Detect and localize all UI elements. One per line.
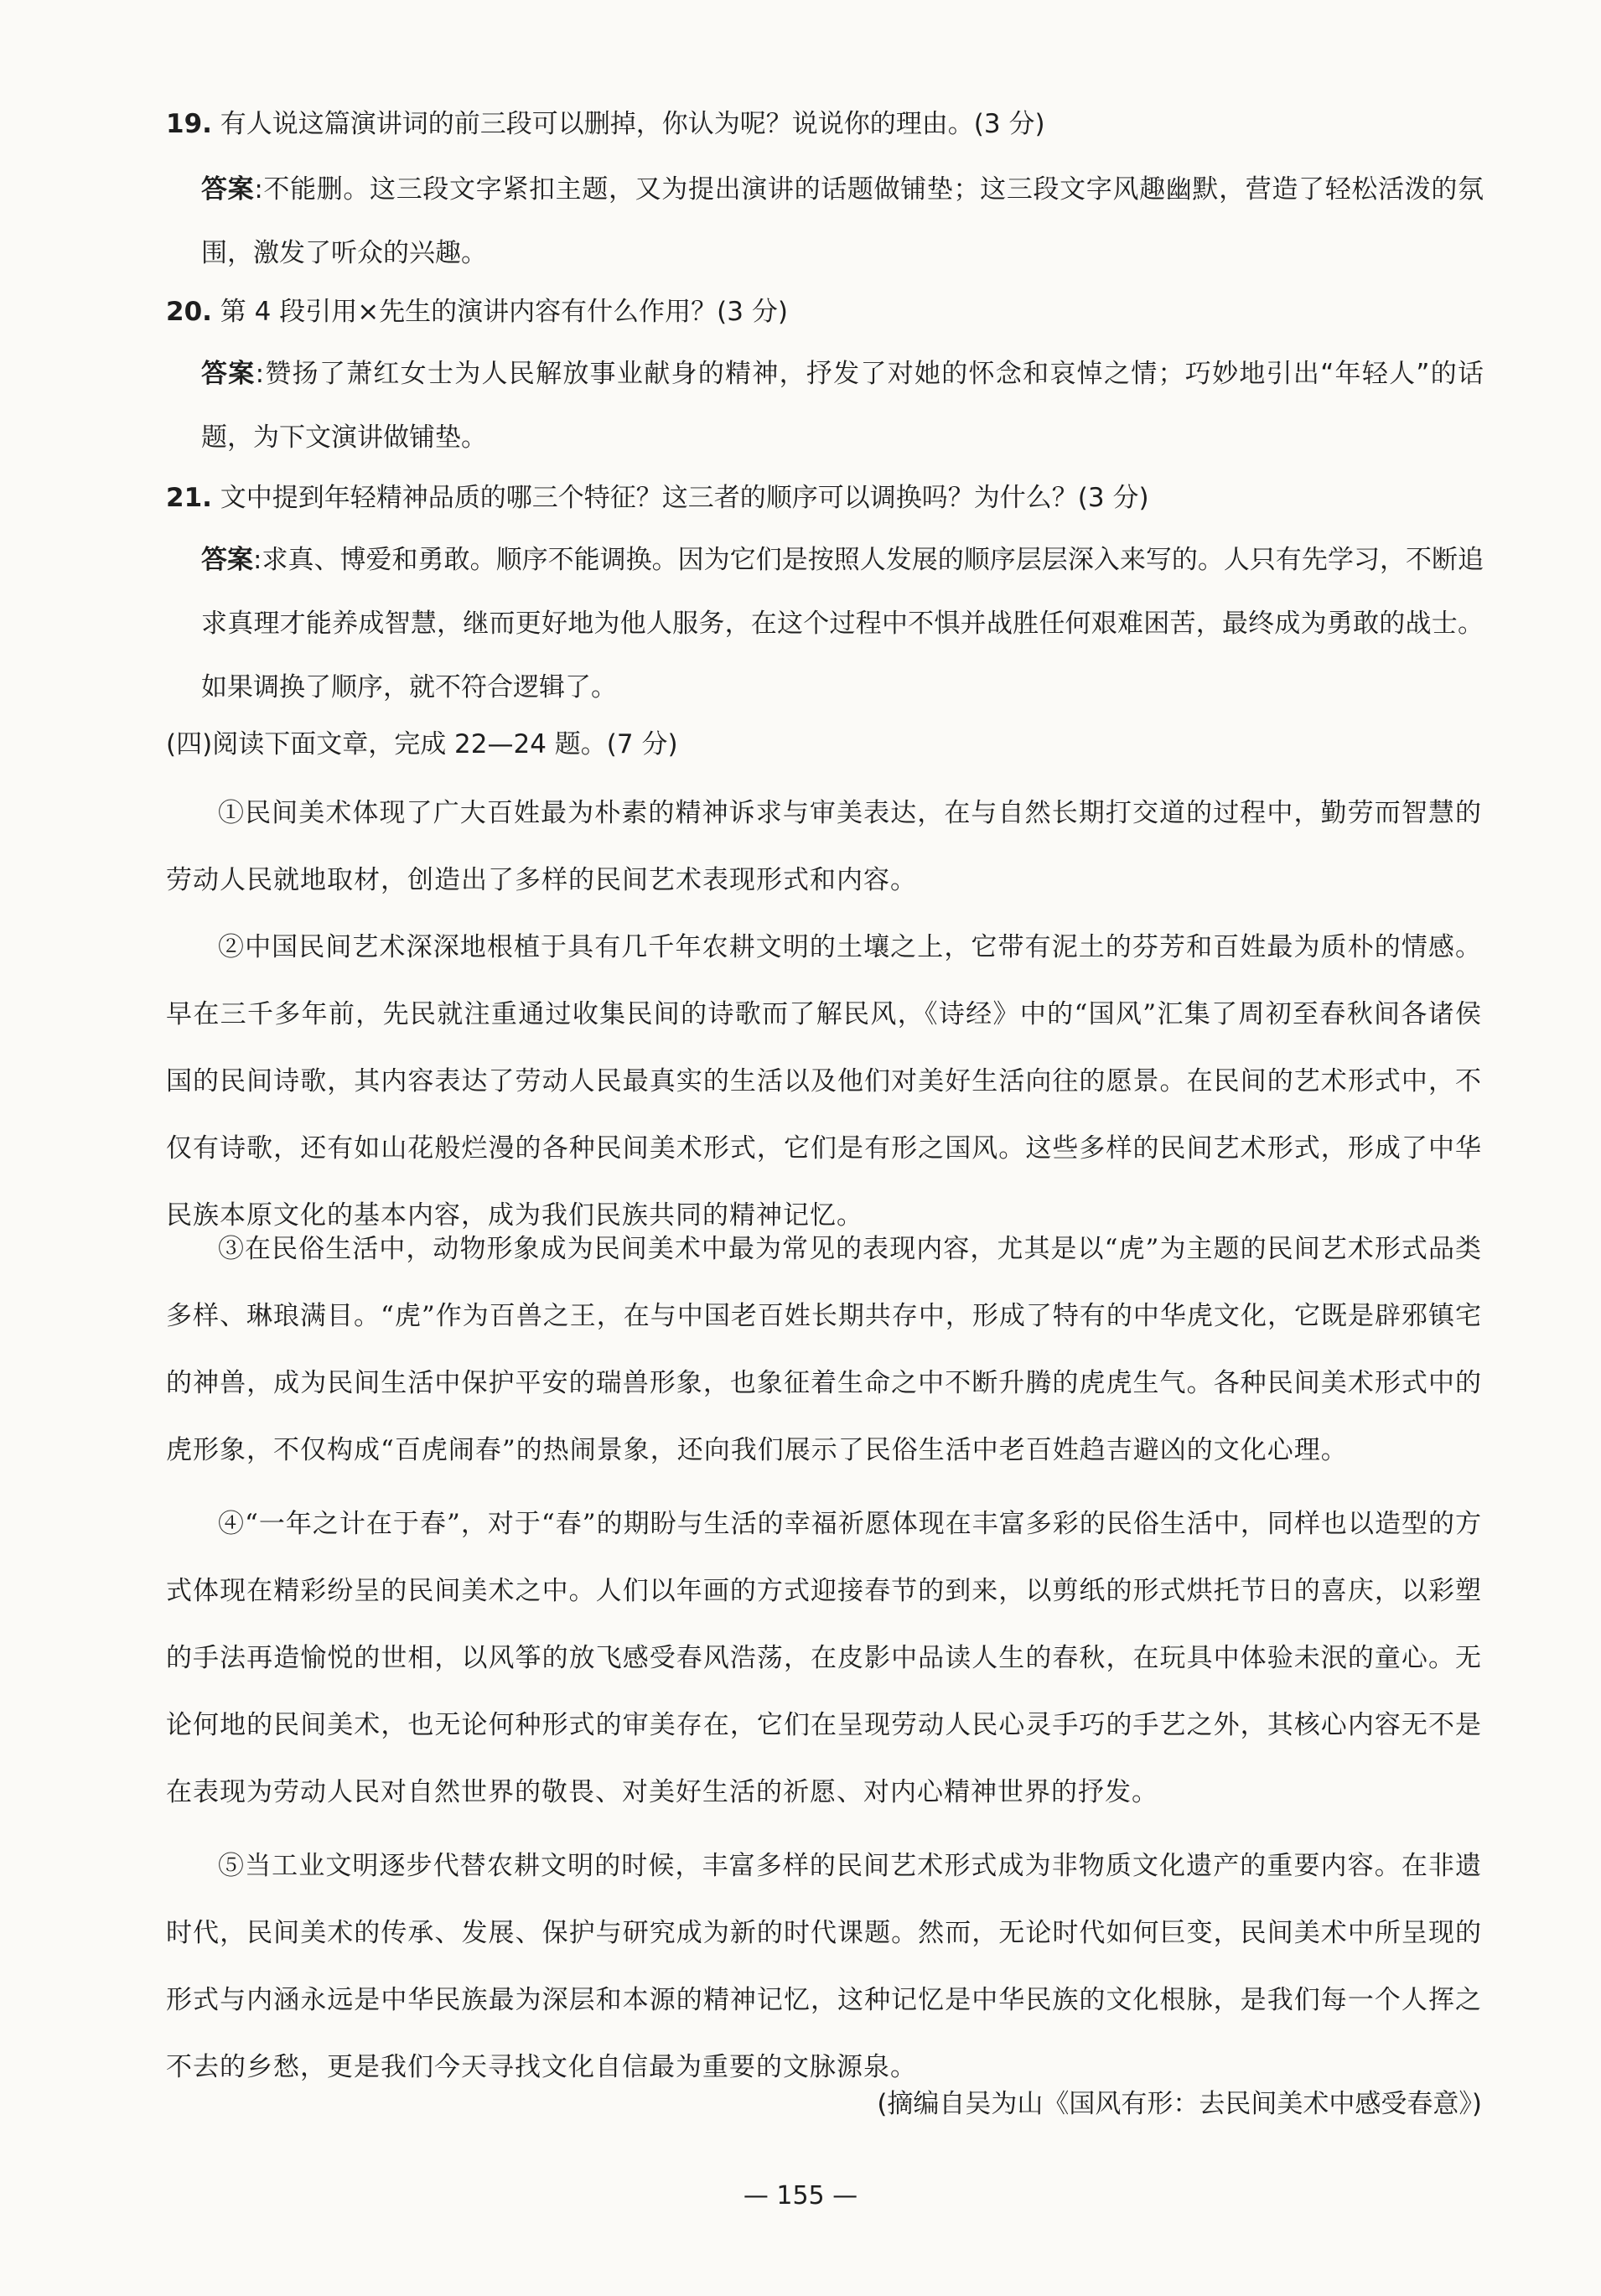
question-text: 第 4 段引用×先生的演讲内容有什么作用？(3 分) [220, 297, 788, 327]
question-number: 19. [166, 109, 212, 139]
answer-label: 答案 [201, 359, 256, 389]
question-21 [166, 466, 1482, 530]
passage-paragraph-3: ③在民俗生活中，动物形象成为民间美术中最为常见的表现内容，尤其是以“虎”为主题的民间艺术形式品类多样、琳琅满目。“虎”作为百兽之王，在与中国老百姓长期共存中，形成了特有的中华虎文化，它既是辟邪镇宅的神兽，成为民间生活中保护平安的瑞兽形象，也象征着生命之中不断升腾的虎虎生气。各种民间美术形式中的虎形象，不仅构成“百虎闹春”的热闹景象，还向我们展示了民俗生活中老百姓趋吉避凶的文化心理。 [166, 1234, 1482, 1465]
question-number: 21. [166, 483, 212, 513]
source-citation: (摘编自吴为山《国风有形：去民间美术中感受春意》) [877, 2089, 1482, 2119]
answer-text: :求真、博爱和勇敢。顺序不能调换。因为它们是按照人发展的顺序层层深入来写的。人只有先学习，不断追求真理才能养成智慧，继而更好地为他人服务，在这个过程中不惧并战胜任何艰难困苦，最终成为勇敢的战士。如果调换了顺序，就不符合逻辑了。 [201, 545, 1484, 702]
passage-paragraph-5: ⑤当工业文明逐步代替农耕文明的时候，丰富多样的民间艺术形式成为非物质文化遗产的重要内容。在非遗时代，民间美术的传承、发展、保护与研究成为新的时代课题。然而，无论时代如何巨变，民间美术中所呈现的形式与内涵永远是中华民族最为深层和本源的精神记忆，这种记忆是中华民族的文化根脉，是我们每一个人挥之不去的乡愁，更是我们今天寻找文化自信最为重要的文脉源泉。 [166, 1851, 1482, 2082]
answer-21 [201, 528, 1484, 719]
answer-19 [201, 158, 1484, 285]
question-20 [166, 280, 1482, 344]
passage-paragraph-1: ①民间美术体现了广大百姓最为朴素的精神诉求与审美表达，在与自然长期打交道的过程中，勤劳而智慧的劳动人民就地取材，创造出了多样的民间艺术表现形式和内容。 [166, 798, 1482, 895]
passage-paragraph-2: ②中国民间艺术深深地根植于具有几千年农耕文明的土壤之上，它带有泥土的芬芳和百姓最为质朴的情感。早在三千多年前，先民就注重通过收集民间的诗歌而了解民风，《诗经》中的“国风”汇集了周初至春秋间各诸侯国的民间诗歌，其内容表达了劳动人民最真实的生活以及他们对美好生活向往的愿景。在民间的艺术形式中，不仅有诗歌，还有如山花般烂漫的各种民间美术形式，它们是有形之国风。这些多样的民间艺术形式，形成了中华民族本原文化的基本内容，成为我们民族共同的精神记忆。 [166, 932, 1482, 1231]
answer-20 [201, 342, 1484, 469]
question-19 [166, 92, 1482, 156]
question-text: 有人说这篇演讲词的前三段可以删掉，你认为呢？说说你的理由。(3 分) [220, 109, 1045, 139]
answer-label: 答案 [201, 174, 255, 205]
question-text: 文中提到年轻精神品质的哪三个特征？这三者的顺序可以调换吗？为什么？(3 分) [220, 483, 1149, 513]
section-heading: (四)阅读下面文章，完成 22—24 题。(7 分) [166, 729, 678, 759]
answer-text: :赞扬了萧红女士为人民解放事业献身的精神，抒发了对她的怀念和哀悼之情；巧妙地引出“年轻人”的话题，为下文演讲做铺垫。 [201, 359, 1484, 453]
answer-label: 答案 [201, 545, 254, 575]
page-number: — 155 — [743, 2181, 858, 2210]
question-number: 20. [166, 297, 212, 327]
answer-text: :不能删。这三段文字紧扣主题，又为提出演讲的话题做铺垫；这三段文字风趣幽默，营造了轻松活泼的氛围，激发了听众的兴趣。 [201, 174, 1484, 268]
passage-paragraph-4: ④“一年之计在于春”，对于“春”的期盼与生活的幸福祈愿体现在丰富多彩的民俗生活中，同样也以造型的方式体现在精彩纷呈的民间美术之中。人们以年画的方式迎接春节的到来，以剪纸的形式烘托节日的喜庆，以彩塑的手法再造愉悦的世相，以风筝的放飞感受春风浩荡，在皮影中品读人生的春秋，在玩具中体验未泯的童心。无论何地的民间美术，也无论何种形式的审美存在，它们在呈现劳动人民心灵手巧的手艺之外，其核心内容无不是在表现为劳动人民对自然世界的敬畏、对美好生活的祈愿、对内心精神世界的抒发。 [166, 1509, 1482, 1807]
